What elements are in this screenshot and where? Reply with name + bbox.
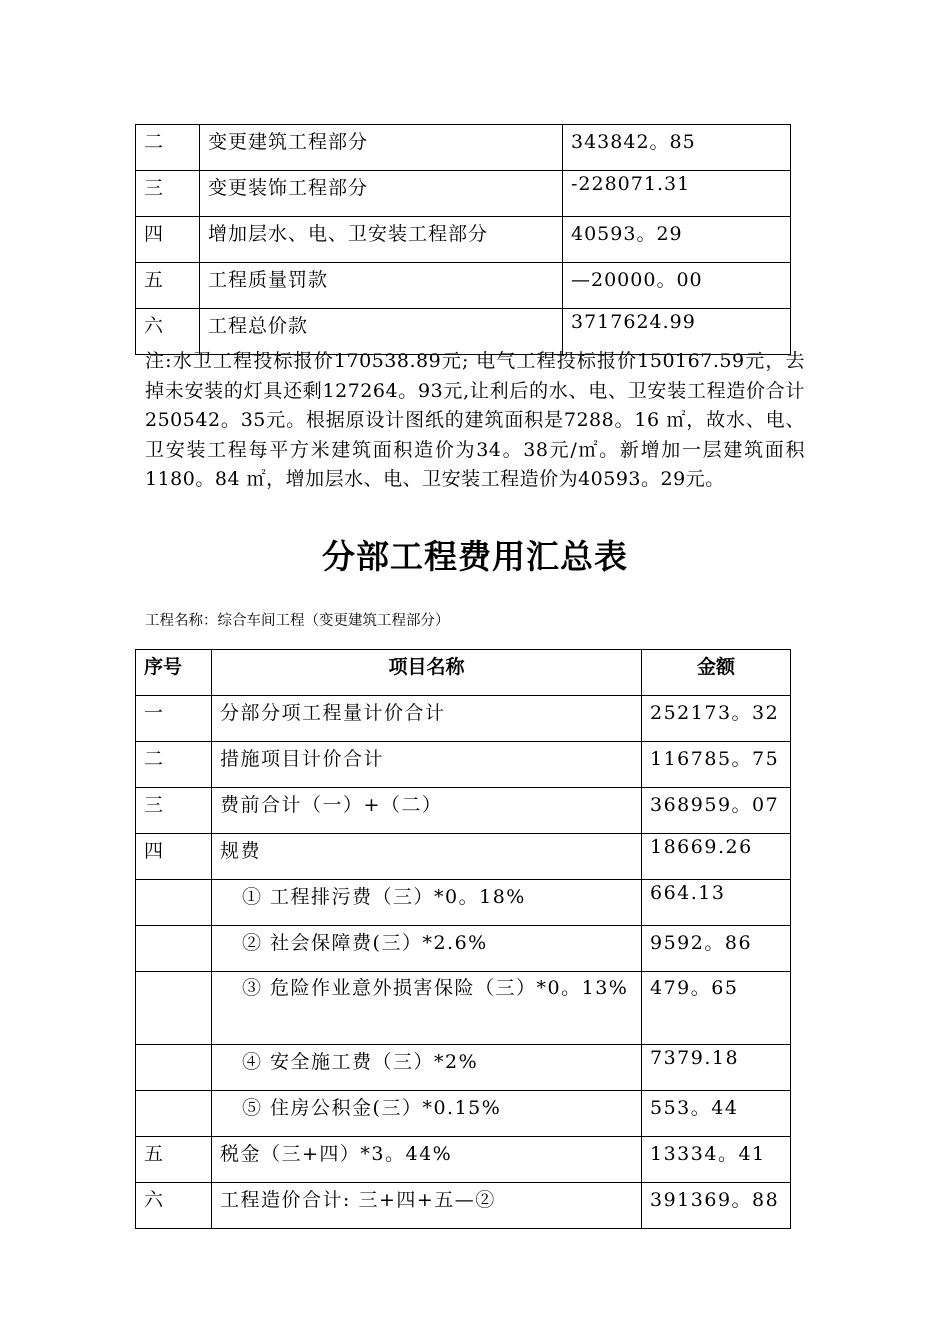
table-row [136, 1183, 791, 1229]
table-header-row [136, 650, 791, 696]
project-name-label: 工程名称：综合车间工程（变更建筑工程部分） [145, 613, 450, 629]
row-name: 变更建筑工程部分 [200, 125, 563, 171]
row-number: 六 [136, 1183, 212, 1229]
row-name: 增加层水、电、卫安装工程部分 [200, 217, 563, 263]
row-amount: 13334。41 [642, 1137, 791, 1183]
row-name: ② 社会保障费(三）*2.6% [212, 926, 642, 972]
row-name: ④ 安全施工费（三）*2% [212, 1045, 642, 1091]
row-amount: 479。65 [642, 972, 791, 1045]
row-name: 变更装饰工程部分 [200, 171, 563, 217]
table-row [136, 263, 791, 309]
row-number: 一 [136, 696, 212, 742]
row-number [136, 926, 212, 972]
row-amount: 40593。29 [563, 217, 791, 263]
table-row [136, 742, 791, 788]
table-row [136, 171, 791, 217]
row-amount: 391369。88 [642, 1183, 791, 1229]
row-amount: 664.13 [642, 880, 791, 926]
row-number: 三 [136, 171, 200, 217]
row-amount: 116785。75 [642, 742, 791, 788]
table-row [136, 1137, 791, 1183]
page-title: 分部工程费用汇总表 [322, 537, 628, 576]
row-amount: 368959。07 [642, 788, 791, 834]
table-row [136, 788, 791, 834]
table-row [136, 834, 791, 880]
row-number: 五 [136, 263, 200, 309]
row-number: 四 [136, 834, 212, 880]
row-amount: 343842。85 [563, 125, 791, 171]
row-number [136, 1091, 212, 1137]
row-amount: 18669.26 [642, 834, 791, 880]
row-amount: —20000。00 [563, 263, 791, 309]
table-row [136, 696, 791, 742]
table-row [136, 1045, 791, 1091]
row-name: 措施项目计价合计 [212, 742, 642, 788]
row-number: 三 [136, 788, 212, 834]
row-name: 费前合计（一）+（二） [212, 788, 642, 834]
row-amount: 7379.18 [642, 1045, 791, 1091]
cost-summary-table [135, 649, 791, 1229]
row-number: 二 [136, 742, 212, 788]
row-name: 工程造价合计: 三+四+五—② [212, 1183, 642, 1229]
row-number: 六 [136, 309, 200, 355]
row-amount: 553。44 [642, 1091, 791, 1137]
row-number: 二 [136, 125, 200, 171]
top-cost-table [135, 124, 791, 355]
row-amount: 3717624.99 [563, 309, 791, 355]
table-row [136, 926, 791, 972]
table-row [136, 217, 791, 263]
table-row [136, 880, 791, 926]
row-name: ① 工程排污费（三）*0。18% [212, 880, 642, 926]
note-paragraph: 注:水卫工程投标报价170538.89元; 电气工程投标报价150167.59元，去掉未安装的灯具还剩127264。93元,让利后的水、电、卫安装工程造价合计250542。35元。根据原设计图纸的建筑面积是7288。16 ㎡，故水、电、卫安装工程每平方米建筑面积造价为34。38元/㎡。新增加一层建筑面积1180。84 ㎡，增加层水、电、卫安装工程造价为40593。29元。 [145, 350, 805, 490]
header-number: 序号 [136, 650, 212, 696]
row-name: 规费 [212, 834, 642, 880]
row-number [136, 1045, 212, 1091]
row-number: 四 [136, 217, 200, 263]
table-row [136, 1091, 791, 1137]
row-name: 税金（三+四）*3。44% [212, 1137, 642, 1183]
table-row [136, 972, 791, 1045]
header-item-name: 项目名称 [212, 650, 642, 696]
row-name: ③ 危险作业意外损害保险（三）*0。13% [212, 972, 642, 1045]
row-name: ⑤ 住房公积金(三）*0.15% [212, 1091, 642, 1137]
row-number: 五 [136, 1137, 212, 1183]
row-amount: -228071.31 [563, 171, 791, 217]
row-amount: 9592。86 [642, 926, 791, 972]
row-number [136, 972, 212, 1045]
table-row [136, 125, 791, 171]
row-name: 工程总价款 [200, 309, 563, 355]
row-name: 分部分项工程量计价合计 [212, 696, 642, 742]
row-number [136, 880, 212, 926]
row-amount: 252173。32 [642, 696, 791, 742]
header-amount: 金额 [642, 650, 791, 696]
row-name: 工程质量罚款 [200, 263, 563, 309]
